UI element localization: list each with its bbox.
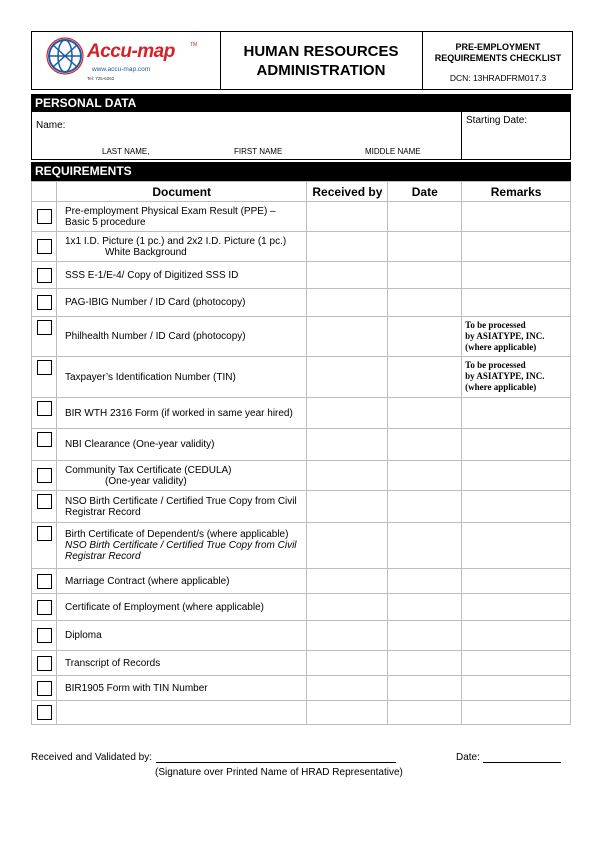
personal-data-box xyxy=(31,112,571,160)
requirement-checkbox[interactable] xyxy=(37,574,52,589)
form-title-1: PRE-EMPLOYMENT xyxy=(455,42,541,52)
received-by-cell[interactable] xyxy=(307,232,388,262)
remarks-column-header: Remarks xyxy=(462,182,571,202)
document-text: White Background xyxy=(104,246,187,258)
globe-logo-icon xyxy=(46,37,84,75)
date-line[interactable] xyxy=(483,762,561,763)
signature-note: (Signature over Printed Name of HRAD Representative) xyxy=(155,767,403,778)
logo-url: www.accu-map.com xyxy=(92,66,151,73)
requirement-checkbox[interactable] xyxy=(37,628,52,643)
requirement-checkbox[interactable] xyxy=(37,656,52,671)
document-text: Community Tax Certificate (CEDULA) xyxy=(64,464,232,476)
table-row xyxy=(32,429,571,461)
logo-tel: Tel: 725-6262 xyxy=(87,76,115,81)
document-cell xyxy=(56,232,306,262)
document-cell xyxy=(56,429,306,461)
requirement-checkbox[interactable] xyxy=(37,401,52,416)
requirement-checkbox[interactable] xyxy=(37,360,52,375)
table-row xyxy=(32,569,571,594)
remarks-cell[interactable] xyxy=(462,429,571,461)
received-by-cell[interactable] xyxy=(307,202,388,232)
department-title xyxy=(220,32,423,89)
document-text: Diploma xyxy=(64,630,102,641)
document-cell xyxy=(56,621,306,651)
remarks-cell[interactable] xyxy=(462,232,571,262)
requirement-checkbox[interactable] xyxy=(37,320,52,335)
table-row xyxy=(32,651,571,676)
table-row xyxy=(32,398,571,429)
requirement-checkbox[interactable] xyxy=(37,600,52,615)
received-validated-label: Received and Validated by: xyxy=(31,752,153,763)
checkbox-column-header xyxy=(32,182,57,202)
table-row xyxy=(32,594,571,621)
document-text: NSO Birth Certificate / Certified True Copy from Civil xyxy=(64,495,297,507)
table-row xyxy=(32,262,571,289)
table-row xyxy=(32,461,571,491)
date-cell[interactable] xyxy=(388,621,462,651)
table-row xyxy=(32,676,571,701)
date-cell[interactable] xyxy=(388,398,462,429)
remarks-cell[interactable] xyxy=(462,523,571,569)
form-title-cell xyxy=(423,32,573,89)
date-cell[interactable] xyxy=(388,289,462,317)
date-cell[interactable] xyxy=(388,461,462,491)
document-cell xyxy=(56,523,306,569)
remarks-cell[interactable] xyxy=(462,594,571,621)
requirement-checkbox[interactable] xyxy=(37,705,52,720)
requirement-checkbox[interactable] xyxy=(37,209,52,224)
document-text: Taxpayer’s Identification Number (TIN) xyxy=(64,371,236,383)
received-by-cell[interactable] xyxy=(307,701,388,725)
document-text: (One-year validity) xyxy=(104,475,187,487)
table-row xyxy=(32,202,571,232)
received-by-cell[interactable] xyxy=(307,491,388,523)
received-by-cell[interactable] xyxy=(307,317,388,357)
first-name-caption: FIRST NAME xyxy=(234,147,283,156)
date-cell[interactable] xyxy=(388,569,462,594)
document-text: 1x1 I.D. Picture (1 pc.) and 2x2 I.D. Picture (1 pc.) xyxy=(64,235,287,247)
document-control-number: DCN: 13HRADFRM017.3 xyxy=(449,73,547,83)
starting-date-label: Starting Date: xyxy=(466,115,528,126)
received-by-cell[interactable] xyxy=(307,429,388,461)
document-cell xyxy=(56,289,306,317)
remark-text: To be processed xyxy=(465,320,526,330)
received-by-cell[interactable] xyxy=(307,523,388,569)
middle-name-caption: MIDDLE NAME xyxy=(365,147,421,156)
document-cell xyxy=(56,651,306,676)
remarks-cell[interactable] xyxy=(462,398,571,429)
requirement-checkbox[interactable] xyxy=(37,268,52,283)
remarks-cell[interactable] xyxy=(462,202,571,232)
form-header xyxy=(31,31,573,90)
remark-text: To be processed xyxy=(465,360,526,370)
requirement-checkbox[interactable] xyxy=(37,239,52,254)
document-cell xyxy=(56,569,306,594)
dept-line-1: HUMAN RESOURCES xyxy=(243,42,399,60)
logo-wordmark: Accu-map xyxy=(87,41,175,62)
received-by-cell[interactable] xyxy=(307,676,388,701)
document-cell xyxy=(56,357,306,398)
remarks-cell[interactable] xyxy=(462,621,571,651)
table-row xyxy=(32,523,571,569)
date-cell[interactable] xyxy=(388,262,462,289)
received-by-cell[interactable] xyxy=(307,289,388,317)
document-text: BIR1905 Form with TIN Number xyxy=(64,682,208,694)
date-cell[interactable] xyxy=(388,701,462,725)
date-cell[interactable] xyxy=(388,491,462,523)
document-text: Marriage Contract (where applicable) xyxy=(64,575,230,587)
document-text: Registrar Record xyxy=(64,506,141,518)
date-cell[interactable] xyxy=(388,232,462,262)
date-cell[interactable] xyxy=(388,429,462,461)
document-text: Transcript of Records xyxy=(64,657,161,669)
document-cell xyxy=(56,461,306,491)
table-row xyxy=(32,701,571,725)
remark-text: by ASIATYPE, INC. xyxy=(465,331,545,341)
document-cell xyxy=(56,701,306,725)
requirement-checkbox[interactable] xyxy=(37,681,52,696)
document-cell xyxy=(56,594,306,621)
remark-text: by ASIATYPE, INC. xyxy=(465,371,545,381)
document-text: Certificate of Employment (where applicable) xyxy=(64,601,264,613)
form-title-2: REQUIREMENTS CHECKLIST xyxy=(434,53,562,63)
received-by-cell[interactable] xyxy=(307,621,388,651)
document-cell xyxy=(56,676,306,701)
requirement-checkbox[interactable] xyxy=(37,494,52,509)
last-name-caption: LAST NAME, xyxy=(102,147,150,156)
received-by-cell[interactable] xyxy=(307,398,388,429)
remarks-cell[interactable] xyxy=(462,491,571,523)
date-cell[interactable] xyxy=(388,317,462,357)
table-row xyxy=(32,289,571,317)
remarks-cell[interactable] xyxy=(462,289,571,317)
document-cell xyxy=(56,262,306,289)
remark-text: (where applicable) xyxy=(465,342,537,352)
document-cell xyxy=(56,202,306,232)
remarks-cell[interactable] xyxy=(462,262,571,289)
logo-cell xyxy=(32,32,221,89)
document-text: NSO Birth Certificate / Certified True Copy from Civil xyxy=(64,540,297,551)
remark-text: (where applicable) xyxy=(465,382,537,392)
requirements-table xyxy=(31,181,571,725)
table-row xyxy=(32,232,571,262)
requirements-bar: REQUIREMENTS xyxy=(31,162,571,181)
remarks-cell[interactable] xyxy=(462,461,571,491)
received-by-cell[interactable] xyxy=(307,594,388,621)
requirement-checkbox[interactable] xyxy=(37,295,52,310)
document-cell xyxy=(56,398,306,429)
document-text: PAG-IBIG Number / ID Card (photocopy) xyxy=(64,297,246,308)
table-row xyxy=(32,357,571,398)
document-column-header: Document xyxy=(56,182,306,202)
date-cell[interactable] xyxy=(388,594,462,621)
date-cell[interactable] xyxy=(388,202,462,232)
table-row xyxy=(32,317,571,357)
remarks-cell[interactable] xyxy=(462,676,571,701)
date-cell[interactable] xyxy=(388,676,462,701)
table-header-row xyxy=(32,182,571,202)
document-text: Basic 5 procedure xyxy=(64,216,146,228)
received-by-cell[interactable] xyxy=(307,651,388,676)
received-by-column-header: Received by xyxy=(307,182,388,202)
document-text: Birth Certificate of Dependent/s (where applicable) xyxy=(64,529,289,540)
personal-data-bar: PERSONAL DATA xyxy=(31,94,571,112)
document-cell xyxy=(56,317,306,357)
received-by-cell[interactable] xyxy=(307,569,388,594)
document-cell xyxy=(56,491,306,523)
remarks-cell[interactable] xyxy=(462,357,571,398)
personal-divider xyxy=(461,112,462,159)
requirement-checkbox[interactable] xyxy=(37,432,52,447)
date-label: Date: xyxy=(456,752,480,763)
requirement-checkbox[interactable] xyxy=(37,468,52,483)
logo-trademark: TM xyxy=(190,42,198,48)
table-row xyxy=(32,621,571,651)
remarks-cell[interactable] xyxy=(462,569,571,594)
received-by-cell[interactable] xyxy=(307,262,388,289)
date-cell[interactable] xyxy=(388,523,462,569)
dept-line-2: ADMINISTRATION xyxy=(256,61,386,79)
document-text: NBI Clearance (One-year validity) xyxy=(64,439,215,450)
signature-line[interactable] xyxy=(156,762,396,763)
received-by-cell[interactable] xyxy=(307,357,388,398)
date-cell[interactable] xyxy=(388,651,462,676)
name-label: Name: xyxy=(36,120,66,131)
date-column-header: Date xyxy=(388,182,462,202)
document-text: BIR WTH 2316 Form (if worked in same year hired) xyxy=(64,407,293,419)
document-text: Registrar Record xyxy=(64,551,141,562)
remarks-cell[interactable] xyxy=(462,317,571,357)
remarks-cell[interactable] xyxy=(462,651,571,676)
remarks-cell[interactable] xyxy=(462,701,571,725)
requirement-checkbox[interactable] xyxy=(37,526,52,541)
document-text: SSS E-1/E-4/ Copy of Digitized SSS ID xyxy=(64,269,239,281)
received-by-cell[interactable] xyxy=(307,461,388,491)
document-text: Pre-employment Physical Exam Result (PPE) – xyxy=(64,205,276,217)
date-cell[interactable] xyxy=(388,357,462,398)
table-row xyxy=(32,491,571,523)
document-text: Philhealth Number / ID Card (photocopy) xyxy=(64,331,246,342)
